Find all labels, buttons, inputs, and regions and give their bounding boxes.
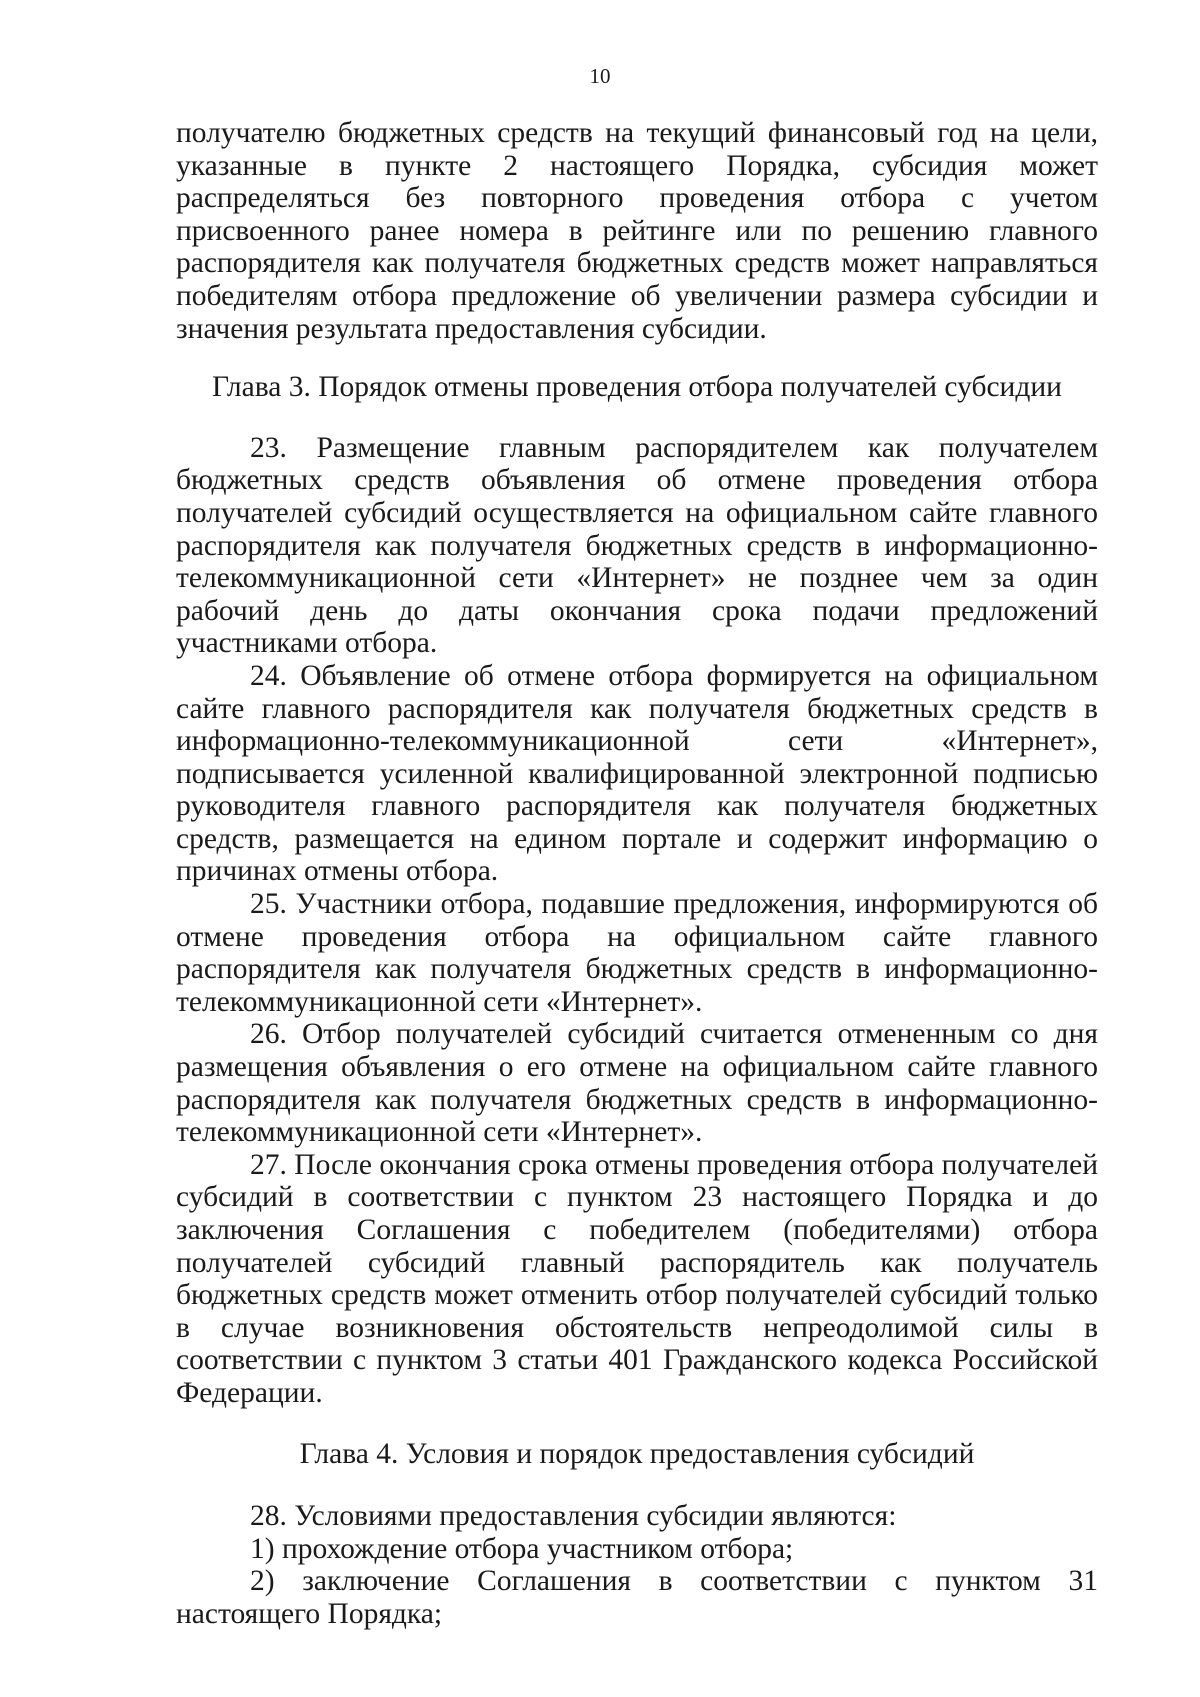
paragraph-25: 25. Участники отбора, подавшие предложения, информируются об отмене проведения отбора на официальном сайте главного распорядителя как получателя бюджетных средств в информационно-телекоммуникационной сети «Интернет». — [176, 888, 1098, 1018]
paragraph-24: 24. Объявление об отмене отбора формируется на официальном сайте главного распорядителя как получателя бюджетных средств в информационно-телекоммуникационной сети «Интернет», подписывается усиленной квалифицированной электронной подписью руководителя главного распорядителя как получателя бюджетных средств, размещается на едином портале и содержит информацию о причинах отмены отбора. — [176, 659, 1098, 888]
paragraph-26: 26. Отбор получателей субсидий считается отмененным со дня размещения объявления о его отмене на официальном сайте главного распорядителя как получателя бюджетных средств в информационно-телекоммуникационной сети «Интернет». — [176, 1018, 1098, 1149]
paragraph-27: 27. После окончания срока отмены проведения отбора получателей субсидий в соответствии с пунктом 23 настоящего Порядка и до заключения Соглашения с победителем (победителями) отбора получателей субсидий главный распорядитель как получатель бюджетных средств может отменить отбор получателей субсидий только в случае возникновения обстоятельств непреодолимой силы в соответствии с пунктом 3 статьи 401 Гражданского кодекса Российской Федерации. — [176, 1148, 1098, 1409]
chapter-4-heading: Глава 4. Условия и порядок предоставления субсидий — [299, 1437, 975, 1470]
list-item-2: 2) заключение Соглашения в соответствии с пунктом 31 настоящего Порядка; — [176, 1565, 1098, 1630]
list-item-1: 1) прохождение отбора участником отбора; — [250, 1532, 794, 1565]
paragraph-28: 28. Условиями предоставления субсидии являются: — [250, 1500, 897, 1533]
continuation-paragraph: получателю бюджетных средств на текущий финансовый год на цели, указанные в пункте 2 настоящего Порядка, субсидия может распределяться без повторного проведения отбора с учетом присвоенного ранее номера в рейтинге или по решению главного распорядителя как получателя бюджетных средств может направляться победителям отбора предложение об увеличении размера субсидии и значения результата предоставления субсидии. — [176, 117, 1098, 345]
chapter-3-heading: Глава 3. Порядок отмены проведения отбора получателей субсидии — [212, 371, 1062, 404]
paragraph-23: 23. Размещение главным распорядителем как получателем бюджетных средств объявления об отмене проведения отбора получателей субсидий осуществляется на официальном сайте главного распорядителя как получателя бюджетных средств в информационно-телекоммуникационной сети «Интернет» не позднее чем за один рабочий день до даты окончания срока подачи предложений участниками отбора. — [176, 431, 1098, 660]
page-number: 10 — [589, 64, 611, 88]
document-body — [176, 117, 1098, 1631]
